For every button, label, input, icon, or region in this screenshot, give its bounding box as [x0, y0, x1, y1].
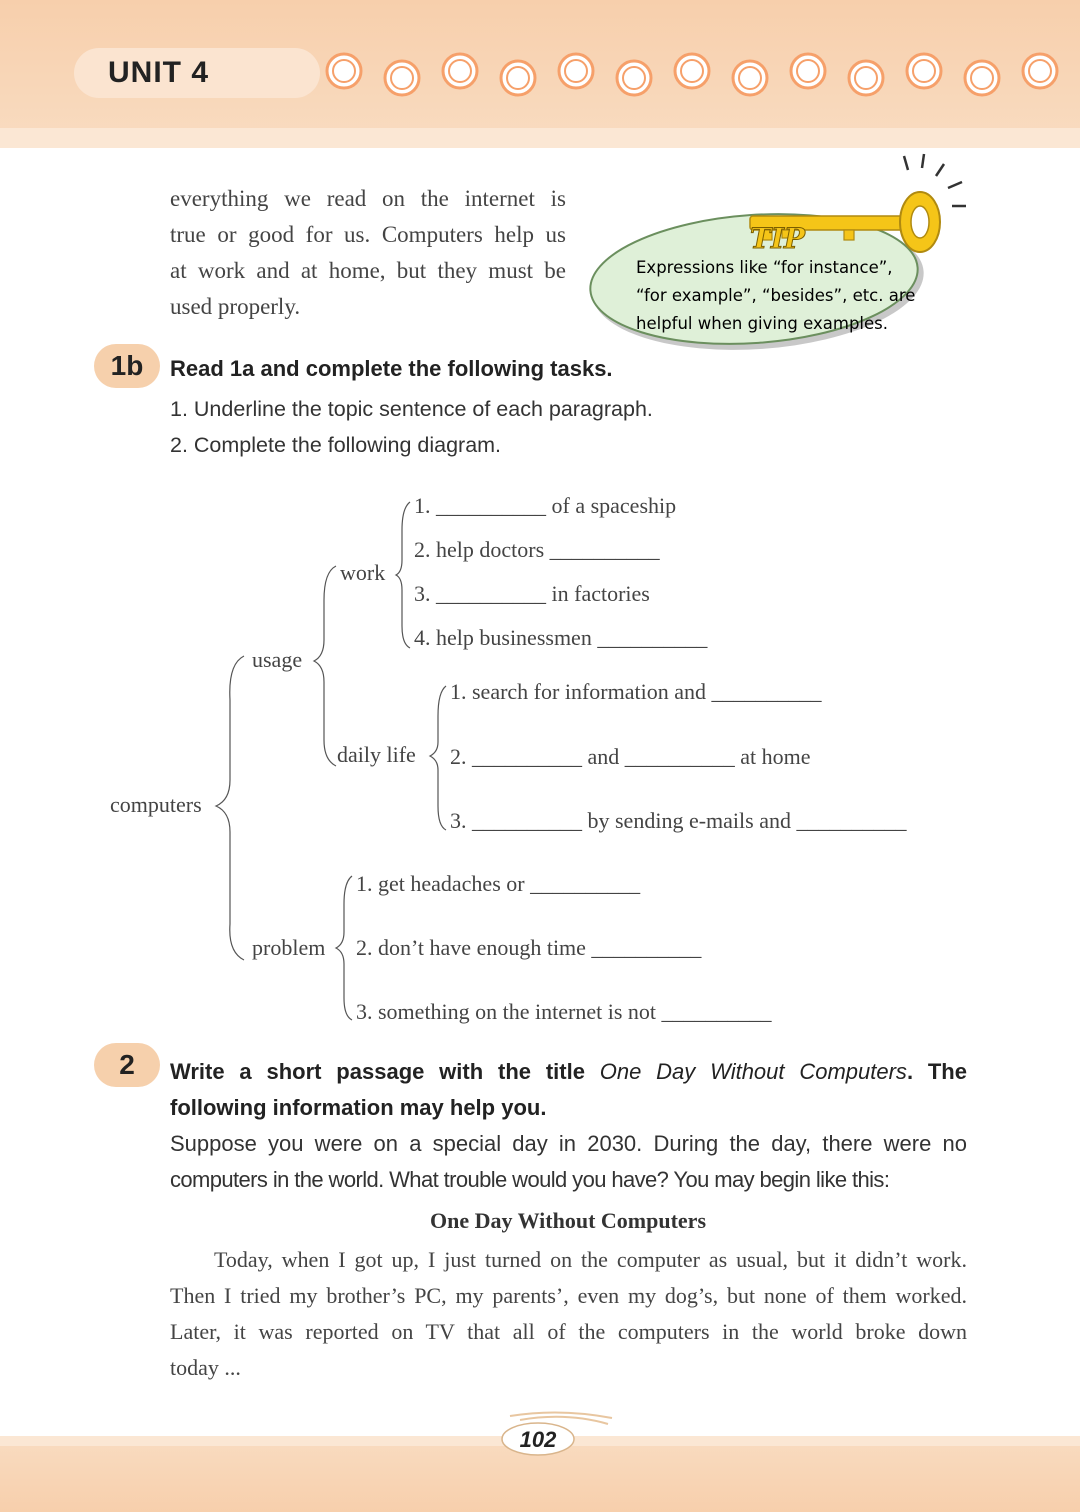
unit-label: UNIT 4: [108, 56, 210, 89]
section-2-heading-title: One Day Without Computers: [599, 1059, 907, 1084]
decorative-rings: [320, 50, 1080, 100]
task-1: 1. Underline the topic sentence of each paragraph.: [170, 397, 653, 421]
header-band: [0, 128, 1080, 148]
work-item-1: 1. __________ of a spaceship: [414, 493, 677, 518]
section-2-heading-pre: Write a short passage with the title: [170, 1059, 585, 1084]
daily-item-1: 1. search for information and __________: [450, 679, 822, 704]
instruction-line-1: Suppose you were on a special day in 2030. During the day, there were no: [170, 1131, 967, 1156]
instruction-line-2: computers in the world. What trouble would you have? You may begin like this:: [170, 1167, 890, 1192]
brace-computers: [216, 656, 244, 960]
problem-item-2: 2. don’t have enough time __________: [356, 935, 702, 960]
node-usage: usage: [252, 647, 303, 672]
problem-item-3: 3. something on the internet is not __________: [356, 999, 772, 1024]
brace-usage: [314, 566, 336, 766]
passage-line-4: today ...: [170, 1355, 241, 1380]
problem-item-1: 1. get headaches or __________: [356, 871, 641, 896]
brace-daily-life: [430, 686, 446, 830]
section-1b-badge: 1b: [94, 344, 160, 388]
brace-work: [396, 502, 410, 648]
tip-label: TIP: [750, 222, 805, 255]
work-item-4: 4. help businessmen __________: [414, 625, 708, 650]
section-2-heading-post: . The: [906, 1059, 967, 1084]
work-item-2: 2. help doctors __________: [414, 537, 660, 562]
intro-line-4: used properly.: [170, 294, 301, 319]
concept-diagram: [0, 480, 1080, 1040]
section-1b-heading: Read 1a and complete the following tasks.: [170, 356, 613, 381]
page-number-badge: [490, 1408, 620, 1468]
node-problem: problem: [252, 935, 326, 960]
node-computers: computers: [110, 792, 202, 817]
intro-line-2: true or good for us. Computers help us: [170, 222, 566, 247]
model-passage-title: One Day Without Computers: [429, 1208, 707, 1233]
tip-line-1: Expressions like “for instance”,: [636, 258, 893, 277]
daily-item-3: 3. __________ by sending e-mails and __________: [450, 808, 907, 833]
passage-line-1: Today, when I got up, I just turned on the computer as usual, but it didn’t work.: [214, 1247, 967, 1272]
task-2: 2. Complete the following diagram.: [170, 433, 502, 457]
section-2-heading-line-1: [170, 1059, 967, 1085]
page-number: 102: [519, 1427, 557, 1452]
passage-line-3: Later, it was reported on TV that all of the computers in the world broke down: [170, 1319, 967, 1344]
intro-line-1: everything we read on the internet is: [170, 186, 566, 211]
section-2-heading-line-2: following information may help you.: [170, 1095, 547, 1120]
node-daily-life: daily life: [337, 742, 416, 767]
work-item-3: 3. __________ in factories: [414, 581, 650, 606]
brace-problem: [336, 876, 352, 1020]
section-2-badge: 2: [94, 1043, 160, 1087]
daily-item-2: 2. __________ and __________ at home: [450, 744, 811, 769]
tip-line-3: helpful when giving examples.: [636, 314, 889, 333]
intro-line-3: at work and at home, but they must be: [170, 258, 566, 283]
tip-line-2: “for example”, “besides”, etc. are: [636, 286, 916, 305]
node-work: work: [340, 560, 386, 585]
tip-box: [586, 150, 976, 360]
passage-line-2: Then I tried my brother’s PC, my parents’, even my dog’s, but none of them worked.: [170, 1283, 967, 1308]
